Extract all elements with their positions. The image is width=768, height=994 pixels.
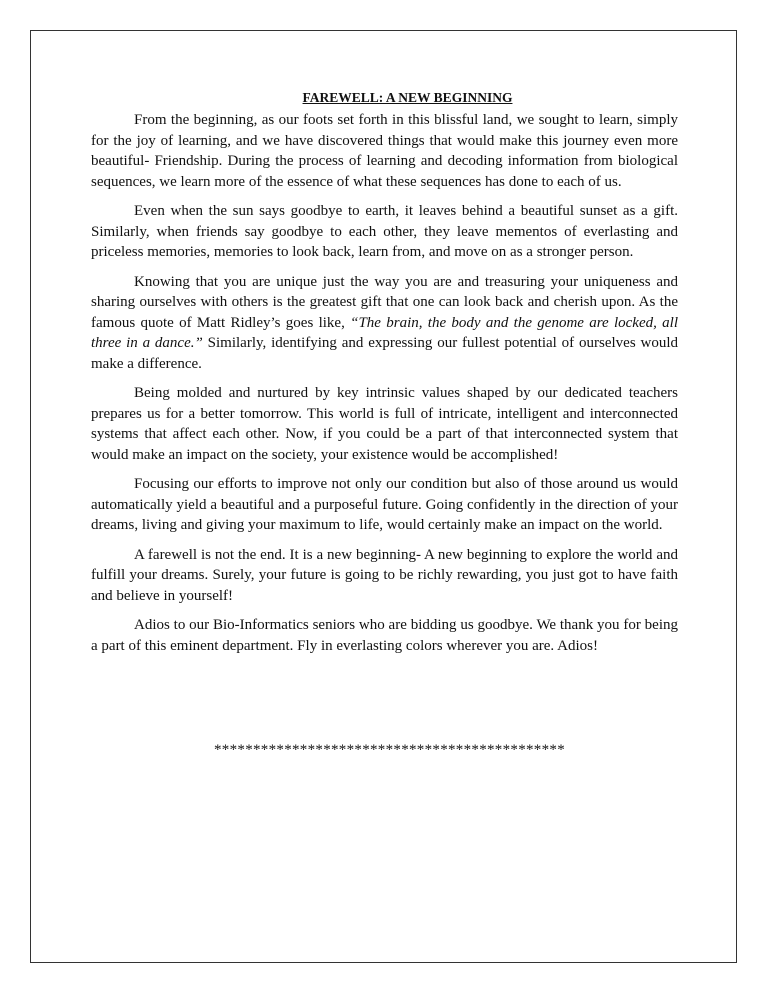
paragraph-1: From the beginning, as our foots set forth in this blissful land, we sought to learn, simply for the joy of learning, and we have discovered things that would make this journey even more beautiful- Friendship. During the process of learning and decoding information from biological sequences, we learn more of the essence of what these sequences has done to each of us. bbox=[91, 112, 678, 190]
star-separator: ********************************************* bbox=[214, 742, 565, 758]
quote-trailing-text: Similarly, identifying and expressing our fullest potential of ourselves would make a difference. bbox=[91, 335, 678, 372]
quote-lead-text: Knowing that you are unique just the way you are and treasuring your uniqueness and sharing ourselves with others is the greatest gift that one can look back and cherish upon. As the famous quote of Matt Ridley’s goes like, bbox=[91, 273, 678, 331]
paragraph-3-quote bbox=[91, 272, 678, 375]
matt-ridley-quote: “The brain, the body and the genome are locked, all three in a dance.” bbox=[91, 314, 678, 351]
paragraph-7: Adios to our Bio-Informatics seniors who are bidding us goodbye. We thank you for being a part of this eminent department. Fly in everlasting colors wherever you are. Adios! bbox=[91, 617, 678, 654]
paragraph-6: A farewell is not the end. It is a new beginning- A new beginning to explore the world and fulfill your dreams. Surely, your future is going to be richly rewarding, you just got to have faith and believe in yourself! bbox=[91, 546, 678, 604]
document-title: FAREWELL: A NEW BEGINNING bbox=[302, 90, 513, 105]
document-body bbox=[91, 88, 678, 665]
paragraph-4: Being molded and nurtured by key intrinsic values shaped by our dedicated teachers prepares us for a better tomorrow. This world is full of intricate, intelligent and interconnected systems that affect each other. Now, if you could be a part of that interconnected system that would make an impact on the society, your existence would be accomplished! bbox=[91, 385, 678, 463]
paragraph-5: Focusing our efforts to improve not only our condition but also of those around us would automatically yield a beautiful and a purposeful future. Going confidently in the direction of your dreams, living and giving your maximum to life, would certainly make an impact on the world. bbox=[91, 476, 678, 533]
paragraph-2: Even when the sun says goodbye to earth, it leaves behind a beautiful sunset as a gift. Similarly, when friends say goodbye to each other, they leave mementos of everlasting and priceless memories, memories to look back, learn from, and move on as a stronger person. bbox=[91, 203, 678, 260]
